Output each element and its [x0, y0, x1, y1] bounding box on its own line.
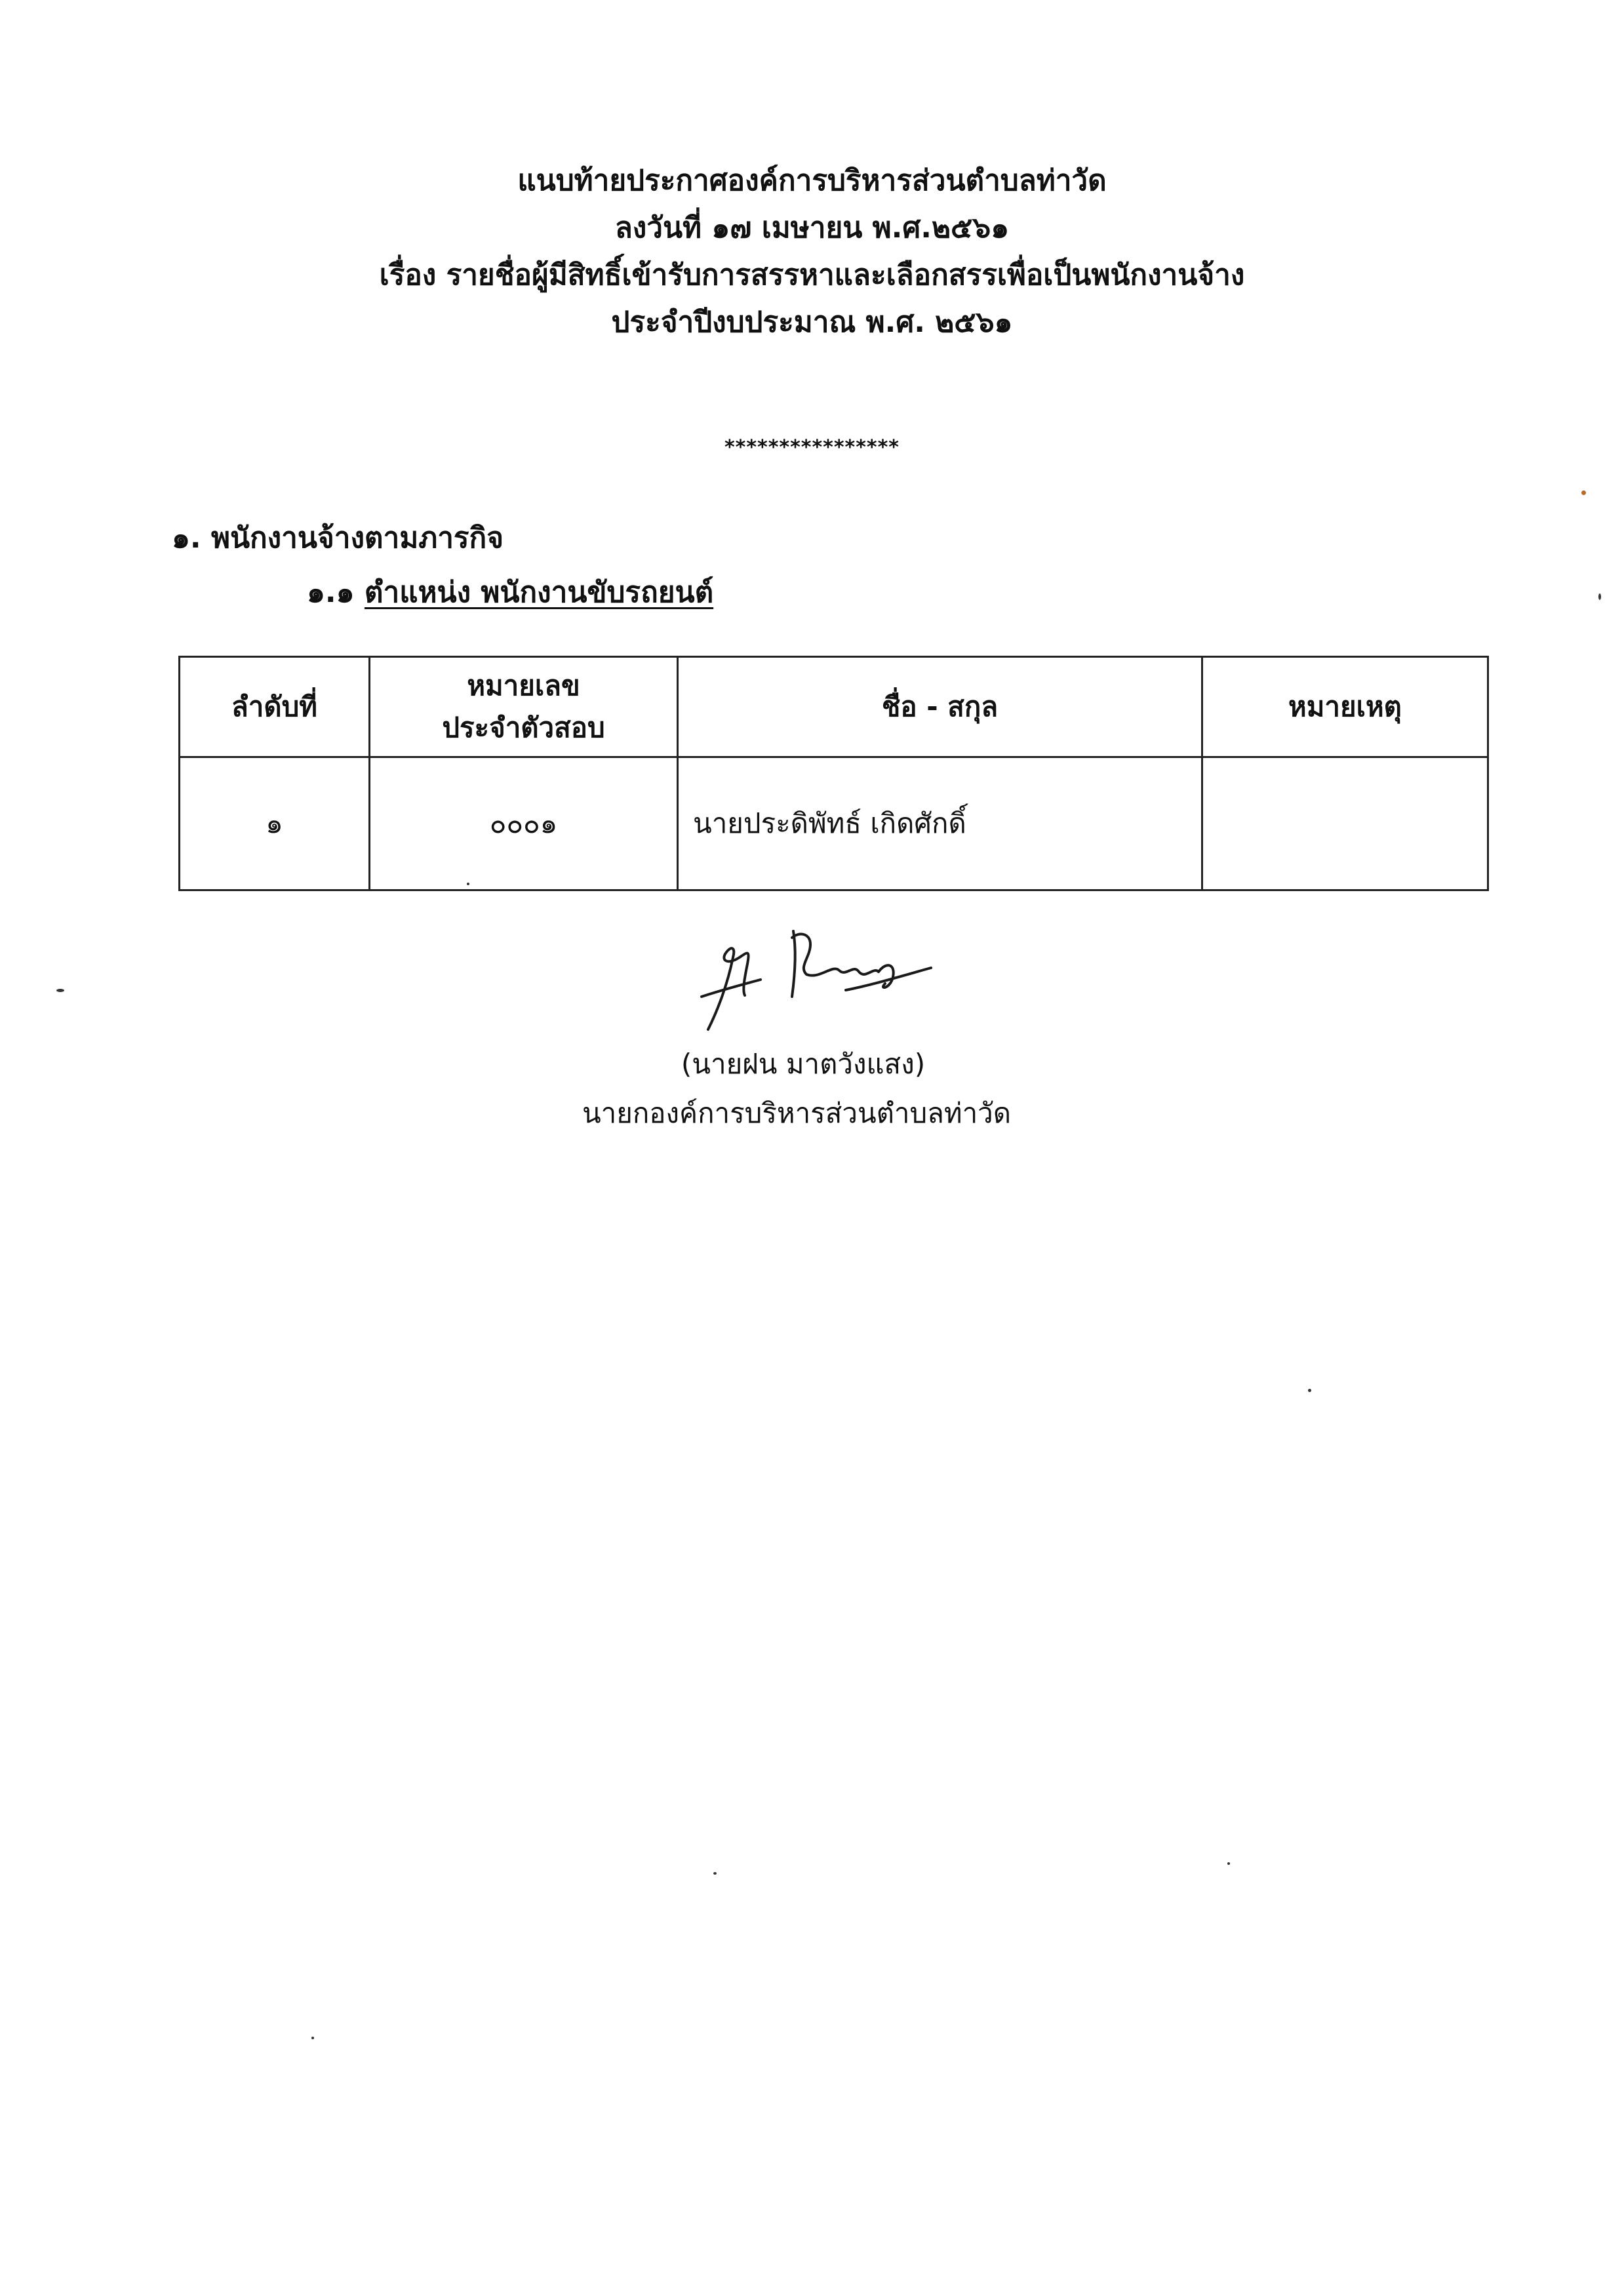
header-line-1: แนบท้ายประกาศองค์การบริหารส่วนตำบลท่าวัด — [517, 164, 1107, 197]
scan-speck — [1308, 1389, 1311, 1392]
table-header-row — [180, 657, 1488, 757]
header-name: ชื่อ - สกุล — [678, 657, 1202, 757]
cell-remarks — [1202, 757, 1488, 890]
scan-speck — [467, 883, 469, 885]
scan-speck — [311, 2037, 314, 2039]
header-exam-id-line-1: หมายเลข — [467, 669, 580, 702]
scan-speck — [1581, 490, 1586, 495]
subsection-heading — [307, 569, 713, 615]
scan-speck — [56, 989, 64, 992]
scan-speck — [1227, 1862, 1230, 1865]
header-exam-id — [370, 657, 678, 757]
signer-name: (นายฝน มาตวังแสง) — [681, 1048, 926, 1080]
header-line-3: เรื่อง รายชื่อผู้มีสิทธิ์เข้ารับการสรรหาและเลือกสรรเพื่อเป็นพนักงานจ้าง — [379, 258, 1245, 292]
cell-exam-id: ๐๐๐๑ — [370, 757, 678, 890]
section-title: ๑. พนักงานจ้างตามภารกิจ — [172, 521, 504, 555]
header-line-2: ลงวันที่ ๑๗ เมษายน พ.ศ.๒๕๖๑ — [614, 211, 1010, 245]
header-remarks: หมายเหตุ — [1202, 657, 1488, 757]
separator-stars: **************** — [724, 436, 900, 459]
cell-order: ๑ — [180, 757, 370, 890]
header-order: ลำดับที่ — [180, 657, 370, 757]
subsection-number: ๑.๑ — [307, 576, 355, 609]
document-header — [0, 157, 1624, 346]
header-line-4: ประจำปีงบประมาณ พ.ศ. ๒๕๖๑ — [611, 306, 1013, 339]
header-exam-id-line-2: ประจำตัวสอบ — [442, 711, 605, 744]
candidate-table — [178, 656, 1489, 891]
table-row — [180, 757, 1488, 890]
subsection-title: ตำแหน่ง พนักงานขับรถยนต์ — [364, 576, 714, 609]
signer-title: นายกองค์การบริหารส่วนตำบลท่าวัด — [582, 1097, 1012, 1129]
handwritten-signature — [682, 911, 957, 1049]
scan-speck — [713, 1872, 717, 1875]
cell-name: นายประดิพัทธ์ เกิดศักดิ์ — [678, 757, 1202, 890]
scan-speck — [1598, 593, 1601, 600]
